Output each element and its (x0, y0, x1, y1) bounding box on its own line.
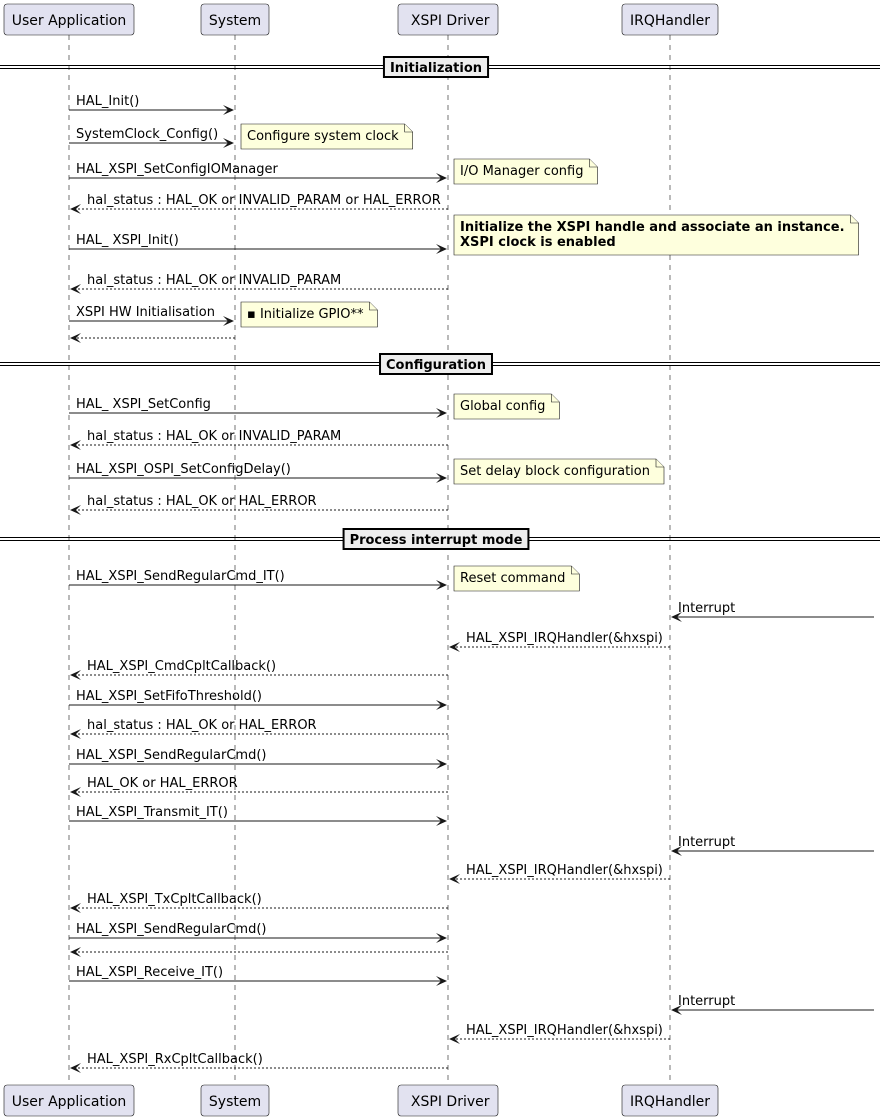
divider-label: Initialization (389, 61, 483, 76)
incoming-message (671, 835, 874, 856)
divider-label: Process interrupt mode (349, 533, 523, 548)
participant-system-bottom (201, 1085, 269, 1116)
participant-user-bottom (4, 1085, 134, 1116)
message (70, 776, 448, 797)
message (70, 659, 448, 680)
message (70, 892, 448, 913)
message (69, 965, 447, 986)
participant-label: IRQHandler (629, 13, 711, 29)
message-label: HAL_XSPI_Transmit_IT() (76, 805, 228, 820)
participant-label: XSPI Driver (406, 13, 490, 29)
participant-label: User Application (11, 13, 127, 29)
note (454, 215, 859, 255)
message-label: HAL_XSPI_SendRegularCmd() (76, 922, 267, 937)
note (454, 159, 597, 184)
message-label: hal_status : HAL_OK or INVALID_PARAM (87, 273, 342, 288)
arrowhead (70, 333, 81, 343)
message-label: HAL_XSPI_IRQHandler(&hxspi) (466, 863, 663, 878)
message-label: HAL_XSPI_SendRegularCmd() (76, 748, 267, 763)
message-label: hal_status : HAL_OK or HAL_ERROR (87, 494, 317, 509)
message-label: hal_status : HAL_OK or INVALID_PARAM or HAL_ERROR (87, 193, 441, 208)
message (69, 94, 234, 115)
message (449, 1023, 670, 1044)
message-label: HAL_XSPI_IRQHandler(&hxspi) (466, 631, 663, 646)
arrowhead (449, 874, 460, 884)
note-text: Configure system clock (247, 129, 399, 144)
message (449, 863, 670, 884)
message-label: HAL_XSPI_SendRegularCmd_IT() (76, 569, 285, 584)
message (69, 233, 447, 254)
divider-2 (0, 529, 880, 549)
message-label: HAL_XSPI_SetConfigIOManager (76, 162, 278, 177)
message-label: HAL_XSPI_CmdCpltCallback() (87, 659, 277, 674)
message-label: hal_status : HAL_OK or HAL_ERROR (87, 718, 317, 733)
message (69, 805, 447, 826)
note (454, 394, 559, 419)
message (70, 718, 448, 739)
message-label: HAL_XSPI_IRQHandler(&hxspi) (466, 1023, 663, 1038)
note-text: Initialize the XSPI handle and associate an instance. (460, 220, 845, 235)
message-label: HAL_XSPI_OSPI_SetConfigDelay() (76, 462, 291, 477)
note-text: Set delay block configuration (460, 464, 650, 479)
message-label: HAL_XSPI_Receive_IT() (76, 965, 224, 980)
message (69, 689, 447, 710)
message-label: HAL_ XSPI_SetConfig (76, 397, 211, 412)
message-label: HAL_Init() (76, 94, 140, 109)
note-text: Global config (460, 399, 546, 414)
message-label: Interrupt (678, 601, 736, 616)
note (454, 566, 579, 591)
message-label: HAL_ XSPI_Init() (76, 233, 179, 248)
message (449, 631, 670, 652)
message (69, 748, 447, 769)
message (70, 494, 448, 515)
participant-label: System (208, 13, 262, 29)
note (241, 302, 377, 327)
note-text: XSPI clock is enabled (460, 235, 616, 250)
note-text: I/O Manager config (460, 164, 584, 179)
participant-label: IRQHandler (629, 1094, 711, 1110)
incoming-message (671, 601, 874, 622)
message-label: SystemClock_Config() (76, 127, 219, 142)
message-label: HAL_XSPI_TxCpltCallback() (87, 892, 262, 907)
message (70, 273, 448, 294)
arrowhead (449, 1034, 460, 1044)
message-label: HAL_OK or HAL_ERROR (87, 776, 238, 791)
message (69, 397, 447, 418)
participant-label: XSPI Driver (406, 1094, 490, 1110)
incoming-message (671, 994, 874, 1015)
message (69, 462, 447, 483)
message (69, 305, 234, 326)
message-label: XSPI HW Initialisation (76, 305, 215, 320)
participant-irq-top (622, 4, 718, 35)
message (69, 162, 447, 183)
note (241, 124, 413, 149)
message (70, 333, 235, 343)
participant-label: User Application (11, 1094, 127, 1110)
arrowhead (449, 642, 460, 652)
message-label: hal_status : HAL_OK or INVALID_PARAM (87, 429, 342, 444)
participant-system-top (201, 4, 269, 35)
message (69, 127, 234, 148)
participant-user-top (4, 4, 134, 35)
message (70, 193, 448, 214)
note-text: Reset command (460, 571, 566, 586)
message (70, 947, 448, 957)
message-label: Interrupt (678, 994, 736, 1009)
divider-1 (0, 354, 880, 374)
message (70, 429, 448, 450)
participant-xspi-top (398, 4, 498, 35)
participant-irq-bottom (622, 1085, 718, 1116)
message (69, 922, 447, 943)
message (69, 569, 447, 590)
message-label: HAL_XSPI_RxCpltCallback() (87, 1052, 263, 1067)
note-text: ▪ Initialize GPIO** (247, 307, 364, 322)
participant-xspi-bottom (398, 1085, 498, 1116)
participant-label: System (208, 1094, 262, 1110)
message-label: HAL_XSPI_SetFifoThreshold() (76, 689, 262, 704)
note (454, 459, 664, 484)
divider-0 (0, 57, 880, 77)
message-label: Interrupt (678, 835, 736, 850)
divider-label: Configuration (386, 358, 486, 373)
message (70, 1052, 448, 1073)
